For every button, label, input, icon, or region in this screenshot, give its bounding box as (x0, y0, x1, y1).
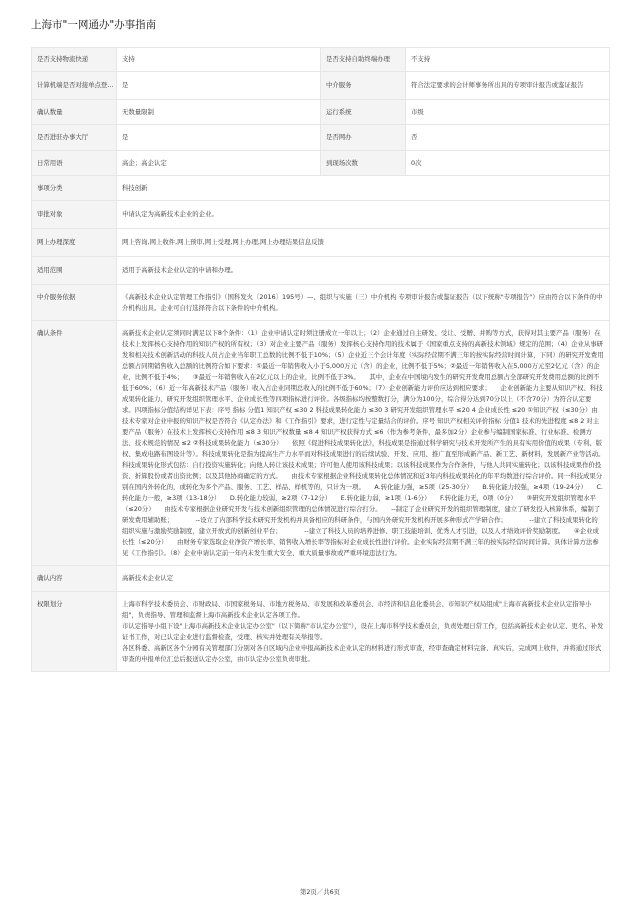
field-label: 确认内容 (32, 566, 117, 592)
field-value: 科技创新 (117, 176, 610, 201)
field-value: 0次 (406, 151, 610, 176)
table-row (32, 592, 610, 672)
table-row (32, 72, 610, 100)
table-row (32, 100, 610, 125)
field-value: 是 (117, 125, 321, 151)
field-label: 事项分类 (32, 176, 117, 201)
field-label: 是否支持物流快递 (32, 48, 117, 72)
field-label: 确认条件 (32, 321, 117, 566)
table-row (32, 229, 610, 257)
field-value: 高新技术企业认定须同时满足以下8个条件：（1）企业申请认定时须注册成立一年以上；（2）企业通过自主研发、受让、受赠、并购等方式，获得对其主要产品（服务）在技术上发挥核心支持作用的知识产权的所有权；（3）对企业主要产品（服务）发挥核心支持作用的技术属于《国家重点支持的高新技术领域》规定的范围；（4）企业从事研发和相关技术创新活动的科技人员占企业当年职工总数的比例不低于10%；（5）企业近三个会计年度（实际经营期不满三年的按实际经营时间计算，下同）的研究开发费用总额占同期销售收入总额的比例符合如下要求：①最近一年销售收入小于5,000万元（含）的企业，比例不低于5%；②最近一年销售收入在5,000万元至2亿元（含）的企业，比例不低于4%； ③最近一年销售收入在2亿元以上的企业，比例不低于3%。 其中，企业在中国境内发生的研究开发费用总额占全部研究开发费用总额的比例不低于60%；（6）近一年高新技术产品（服务）收入占企业同期总收入的比例不低于60%；（7）企业创新能力评价应达到相应要求； 企业创新能力主要从知识产权、科技成果转化能力、研究开发组织管理水平、企业成长性等四项指标进行评价。各级指标均按整数打分，满分为100分，综合得分达到70分以上（不含70分）为符合认定要求。四项指标分值结构详见下表：序号 指标 分值1 知识产权 ≤30 2 科技成果转化能力 ≤30 3 研究开发组织管理水平 ≤20 4 企业成长性 ≤20 ①知识产权（≤30分）由技术专家对企业申报的知识产权是否符合《认定办法》和《工作指引》要求，进行定性与定量结合的评价。序号 知识产权相关评价指标 分值1 技术的先进程度 ≤8 2 对主要产品（服务）在技术上发挥核心支持作用 ≤8 3 知识产权数量 ≤8 4 知识产权获得方式 ≤6（作为参考条件，最多加2分）企业参与编制国家标准、行业标准、检测方法、技术规范的情况 ≤2 ②科技成果转化能力（≤30分） 依照《促进科技成果转化法》，科技成果是指通过科学研究与技术开发所产生的具有实用价值的成果（专利、版权、集成电路布图设计等）。科技成果转化是指为提高生产力水平而对科技成果进行的后续试验、开发、应用、推广直至形成新产品、新工艺、新材料，发展新产业等活动。 科技成果转化形式包括：自行投资实施转化；向他人转让该技术成果；许可他人使用该科技成果；以该科技成果作为合作条件，与他人共同实施转化；以该科技成果作价投资、折算股份或者出资比例；以及其他协商确定的方式。 由技术专家根据企业科技成果转化总体情况和近3年内科技成果转化的年平均数进行综合评价。同一科技成果分别在国内外转化的，或转化为多个产品、服务、工艺、样品、样机等的，只计为一项。 A.转化能力强，≥5项（25-30分） B.转化能力较强，≥4项（19-24分） C.转化能力一般，≥3项（13-18分） D.转化能力较弱，≥2项（7-12分） E.转化能力弱，≥1项（1-6分） F.转化能力无，0项（0分） ③研究开发组织管理水平（≤20分） 由技术专家根据企业研究开发与技术创新组织管理的总体情况进行综合打分。 --制定了企业研究开发的组织管理制度，建立了研发投入核算体系，编制了研发费用辅助账； --设立了内部科学技术研究开发机构并具备相应的科研条件，与国内外研究开发机构开展多种形式产学研合作； --建立了科技成果转化的组织实施与激励奖励制度，建立开放式的创新创业平台； --建立了科技人员的培养进修、职工技能培训、优秀人才引进，以及人才绩效评价奖励制度。 ④企业成长性（≤20分） 由财务专家选取企业净资产增长率、销售收入增长率等指标对企业成长性进行评价。企业实际经营期不满三年的按实际经营时间计算。具体计算方法参见《工作指引》。（8）企业申请认定前一年内未发生重大安全、重大质量事故或严重环境违法行为。 (117, 321, 610, 566)
field-label: 到现场次数 (321, 151, 406, 176)
authority-paragraph: 各区科委、高新区各个分园有关管理部门分别对各自区域内企业申报高新技术企业认定的材料进行形式审查，经审查确定材料完备、真实后，完成网上收件，并将通过形式审查的申报单位汇总后报送认定办公室，由市认定办公室负责审批。 (122, 644, 602, 663)
field-value: 无数量限制 (117, 100, 321, 125)
field-value: 适用于高新技术企业认定的申请和办理。 (117, 257, 610, 285)
page-number: 第2页／共6页 (299, 888, 341, 896)
field-value: 支持 (117, 48, 321, 72)
guide-table (31, 47, 615, 672)
table-row (32, 285, 610, 321)
field-label: 日常用语 (32, 151, 117, 176)
field-label: 是否进驻办事大厅 (32, 125, 117, 151)
field-value: 《高新技术企业认定管理工作指引》（国科发火〔2016〕195号）—、组织与实施（三）中介机构 专项审计报告或鉴证报告（以下统称"专项报告"）应由符合以下条件的中介机构出具。企业可自行选择符合以下条件的中介机构。 (117, 285, 610, 321)
field-label: 运行系统 (321, 100, 406, 125)
field-label: 确认数量 (32, 100, 117, 125)
field-label: 中介服务 (321, 72, 406, 100)
field-label: 适用范围 (32, 257, 117, 285)
table-row (32, 151, 610, 176)
table-row (32, 125, 610, 151)
table-row (32, 321, 610, 566)
field-value: 不支持 (406, 48, 610, 72)
field-value: 是 (117, 72, 321, 100)
field-label: 是否网办 (321, 125, 406, 151)
table-row (32, 176, 610, 201)
field-value: 申请认定为高新技术企业的企业。 (117, 201, 610, 229)
field-value: 市级 (406, 100, 610, 125)
field-label: 审批对象 (32, 201, 117, 229)
table-row (32, 257, 610, 285)
table-row (32, 48, 610, 72)
field-label: 是否支持自助终端办理 (321, 48, 406, 72)
page-title: 上海市"一网通办"办事指南 (31, 19, 157, 31)
field-label: 中介服务依据 (32, 285, 117, 321)
table-row (32, 566, 610, 592)
field-value (117, 592, 610, 672)
table-row (32, 201, 610, 229)
field-value: 高新技术企业认定 (117, 566, 610, 592)
field-label: 权限划分 (32, 592, 117, 672)
field-value: 否 (406, 125, 610, 151)
field-value: 高企；高企认定 (117, 151, 321, 176)
field-value: 网上咨询,网上收件,网上预审,网上受理,网上办理,网上办理结果信息反馈 (117, 229, 610, 257)
field-label: 网上办理深度 (32, 229, 117, 257)
authority-paragraph: 上海市科学技术委员会、市财政局、市国家税务局、市地方税务局、市发展和改革委员会、市经济和信息化委员会、市知识产权局组成"上海市高新技术企业认定指导小组"，负责指导、管理和监督上海市高新技术企业认定各项工作。 (122, 600, 592, 619)
authority-paragraph: 市认定指导小组下设"上海市高新技术企业认定办公室"（以下简称"市认定办公室"），设在上海市科学技术委员会，负责处理日常工作，包括高新技术企业认定、更名、补发证书工作，对已认定企业进行监督检查，受理、核实并处理有关举报等。 (122, 622, 604, 641)
field-value: 符合法定要求的会计师事务所出具的专项审计报告或鉴证报告 (406, 72, 610, 100)
field-label: 计算机端是否对接单点登... (32, 72, 117, 100)
